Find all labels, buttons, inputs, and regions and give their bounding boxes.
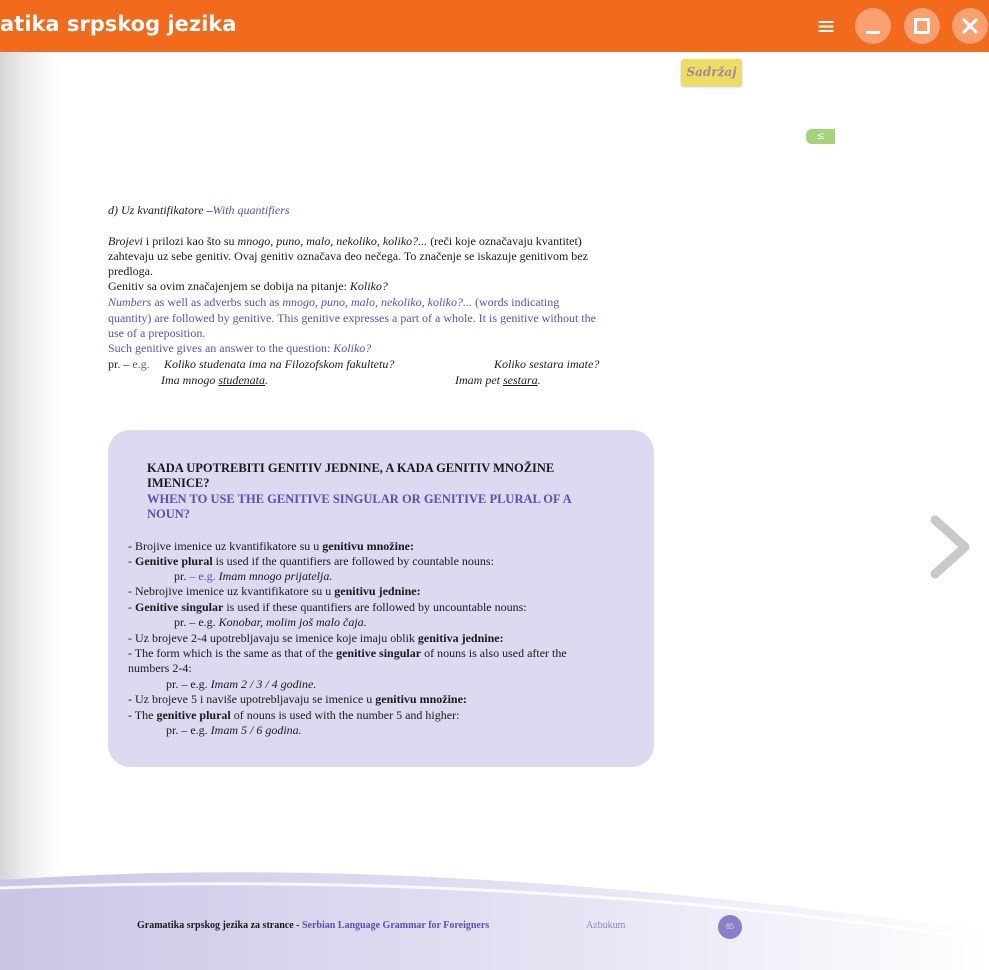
text-run: - Uz brojeve 5 i naviše upotrebljavaju se imenice u xyxy=(128,692,376,706)
text-run: pr. – e.g. xyxy=(174,615,219,629)
text-run: Numbers xyxy=(108,295,152,309)
text-run: - xyxy=(128,600,135,614)
text-run: - The xyxy=(128,708,157,722)
text-run: is used if these quantifiers are followed by uncountable nouns: xyxy=(223,600,527,614)
box-rule xyxy=(128,708,459,723)
close-icon xyxy=(952,8,988,44)
text-run: Genitiv sa ovim značajenjem se dobija na pitanje: xyxy=(108,279,350,293)
text-run: Ima mnogo xyxy=(161,373,219,387)
text-run: Koliko? xyxy=(349,279,388,293)
example-question-1: Koliko studenata ima na Filozofskom fakultetu? xyxy=(164,357,395,371)
text-run: Imam mnogo prijatelja. xyxy=(218,569,333,583)
text-run: pr. – e.g. xyxy=(166,677,211,691)
box-example xyxy=(174,615,367,630)
text-run: i prilozi kao što su xyxy=(142,234,238,248)
text-run: - Brojive imenice uz kvantifikatore su u xyxy=(128,539,323,553)
text-run: - Nebrojive imenice uz kvantifikatore su u xyxy=(128,584,335,598)
paragraph-sr-line: zahtevaju uz sebe genitiv. Ovaj genitiv označava deo nečega. To značenje se iskazuje genitivom bez xyxy=(108,249,588,263)
example-question-2: Koliko sestara imate? xyxy=(494,357,600,371)
text-run: - The form which is the same as that of the xyxy=(128,646,337,660)
paragraph-en-line: quantity) are followed by genitive. This genitive expresses a part of a whole. It is genitive without the xyxy=(108,311,596,325)
section-heading-sr: d) Uz kvantifikatore – xyxy=(108,203,213,217)
box-rule xyxy=(128,600,527,615)
text-run: genitivu jednine: xyxy=(334,584,421,598)
minimize-icon xyxy=(855,8,891,44)
text-run: Konobar, molim još malo čaja. xyxy=(218,615,367,629)
text-run: genitivu množine: xyxy=(322,539,414,553)
text-run: - xyxy=(128,554,135,568)
box-example xyxy=(166,677,316,692)
box-rule xyxy=(128,646,567,661)
text-run: mnogo, puno, malo, nekoliko, koliko?... xyxy=(282,295,472,309)
paragraph-sr-line xyxy=(108,279,388,294)
maximize-button[interactable] xyxy=(904,8,940,44)
text-run: - Uz brojeve 2-4 upotrebljavaju se imenice koje imaju oblik xyxy=(128,631,418,645)
text-run: studenata xyxy=(218,373,265,387)
section-heading-en: With quantifiers xyxy=(212,203,290,217)
text-run: of nouns is used with the number 5 and higher: xyxy=(230,708,460,722)
box-example xyxy=(174,569,332,584)
text-run: Imam 5 / 6 godina. xyxy=(210,723,302,737)
text-run: pr. – e.g. xyxy=(166,723,211,737)
text-run: . xyxy=(265,373,268,387)
text-run: pr. – xyxy=(108,357,130,371)
text-run: is used if the quantifiers are followed by countable nouns: xyxy=(212,554,494,568)
chapter-tab-marker[interactable]: ≤ xyxy=(806,129,835,144)
box-rule: numbers 2-4: xyxy=(128,661,192,675)
paragraph-en-line: use of a preposition. xyxy=(108,326,206,340)
contents-button[interactable]: Sadržaj xyxy=(681,59,742,86)
box-rule xyxy=(128,692,467,707)
text-run: Imam 2 / 3 / 4 godine. xyxy=(210,677,317,691)
box-example xyxy=(166,723,302,738)
text-run: (words indicating xyxy=(471,295,560,309)
text-run: Gramatika srpskog jezika za strance - xyxy=(137,920,302,931)
app-title: atika srpskog jezika xyxy=(0,12,237,36)
text-run: Serbian Language Grammar for Foreigners xyxy=(301,920,490,931)
text-run: Such genitive gives an answer to the question: xyxy=(108,341,334,355)
text-run: – e.g. xyxy=(186,569,219,583)
chevron-right-icon[interactable] xyxy=(925,512,975,582)
text-run: Genitive plural xyxy=(135,554,213,568)
box-title-en: WHEN TO USE THE GENITIVE SINGULAR OR GENITIVE PLURAL OF A xyxy=(147,492,572,506)
text-run: genitive plural xyxy=(156,708,231,722)
text-run: of nouns is also used after the xyxy=(421,646,567,660)
example-answer-2 xyxy=(455,373,541,388)
text-run: genitiva jednine: xyxy=(417,631,504,645)
box-title-en: NOUN? xyxy=(147,507,191,521)
text-run: pr. xyxy=(174,569,187,583)
example-answer-1 xyxy=(161,373,268,388)
box-title-sr: KADA UPOTREBITI GENITIV JEDNINE, A KADA GENITIV MNOŽINE xyxy=(147,461,555,475)
text-run: . xyxy=(537,373,541,387)
example-label xyxy=(108,357,150,372)
page-number-badge: 85 xyxy=(718,915,742,939)
maximize-icon xyxy=(904,8,940,44)
text-run: as well as adverbs such as xyxy=(151,295,283,309)
text-run: Koliko? xyxy=(333,341,372,355)
box-title-sr: IMENICE? xyxy=(147,476,210,490)
text-run: genitivu množine: xyxy=(375,692,467,706)
text-run: Imam pet xyxy=(455,373,503,387)
box-rule xyxy=(128,631,504,646)
text-run: mnogo, puno, malo, nekoliko, koliko?... xyxy=(237,234,428,248)
text-run: Genitive singular xyxy=(135,600,224,614)
box-rule xyxy=(128,554,494,569)
minimize-button[interactable] xyxy=(855,8,891,44)
title-bar xyxy=(0,0,989,52)
book-spine xyxy=(0,52,60,970)
box-rule xyxy=(128,584,421,599)
footer-publisher: Azbukum xyxy=(586,920,626,931)
paragraph-sr-line xyxy=(108,234,582,249)
text-run: genitive singular xyxy=(336,646,422,660)
paragraph-en-line xyxy=(108,295,559,310)
text-run: (reči koje označavaju kvantitet) xyxy=(427,234,582,248)
text-run: sestara xyxy=(503,373,538,387)
paragraph-en-line xyxy=(108,341,371,356)
footer-book-title xyxy=(137,920,489,931)
box-rule xyxy=(128,539,414,554)
text-run: e.g. xyxy=(129,357,150,371)
text-run: Brojevi xyxy=(108,234,143,248)
close-button[interactable] xyxy=(952,8,988,44)
hamburger-icon[interactable]: ≡ xyxy=(815,12,837,40)
section-heading xyxy=(108,203,290,218)
paragraph-sr-line: predloga. xyxy=(108,264,153,278)
